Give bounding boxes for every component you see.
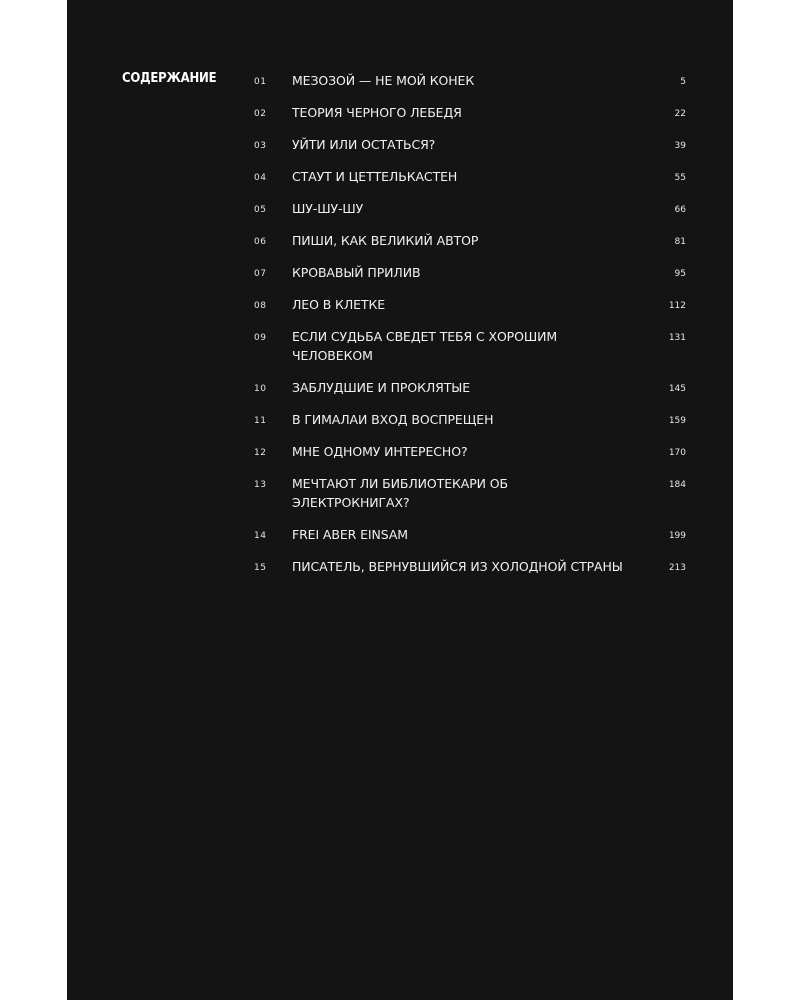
- toc-entry: [254, 474, 686, 512]
- chapter-number: 02: [254, 109, 267, 119]
- toc-entry: [254, 410, 686, 429]
- page-number: 81: [674, 237, 686, 247]
- toc-entry: [254, 263, 686, 282]
- chapter-title: ЛЕО В КЛЕТКЕ: [292, 297, 386, 312]
- toc-entry: [254, 327, 686, 365]
- page-number: 199: [668, 531, 686, 541]
- chapter-number: 03: [254, 141, 267, 151]
- page-number: 159: [668, 416, 686, 426]
- toc-entry: [254, 199, 686, 218]
- toc-heading: СОДЕРЖАНИЕ: [122, 71, 217, 86]
- toc-list: [254, 71, 686, 589]
- chapter-number: 07: [254, 269, 267, 279]
- chapter-number: 14: [254, 531, 267, 541]
- chapter-number: 05: [254, 205, 267, 215]
- toc-entry: [254, 525, 686, 544]
- chapter-title: МЕЗОЗОЙ — НЕ МОЙ КОНЕК: [292, 73, 475, 88]
- chapter-title: СТАУТ И ЦЕТТЕЛЬКАСТЕН: [292, 169, 458, 184]
- chapter-number: 08: [254, 301, 267, 311]
- toc-entry: [254, 295, 686, 314]
- chapter-title: ЗАБЛУДШИЕ И ПРОКЛЯТЫЕ: [292, 380, 471, 395]
- chapter-number: 13: [254, 480, 267, 490]
- chapter-title: КРОВАВЫЙ ПРИЛИВ: [292, 265, 421, 280]
- page-number: 112: [668, 301, 686, 311]
- chapter-number: 11: [254, 416, 267, 426]
- page-number: 55: [674, 173, 686, 183]
- toc-entry: [254, 442, 686, 461]
- toc-entry: [254, 378, 686, 397]
- chapter-title: FREI ABER EINSAM: [292, 527, 408, 542]
- toc-entry: [254, 167, 686, 186]
- page-number: 95: [674, 269, 686, 279]
- toc-entry: [254, 557, 686, 576]
- page-number: 184: [668, 480, 686, 490]
- chapter-title: ПИСАТЕЛЬ, ВЕРНУВШИЙСЯ ИЗ ХОЛОДНОЙ СТРАНЫ: [292, 559, 623, 574]
- page-number: 22: [674, 109, 686, 119]
- toc-entry: [254, 231, 686, 250]
- chapter-title: ЕСЛИ СУДЬБА СВЕДЕТ ТЕБЯ С ХОРОШИМ ЧЕЛОВЕКОМ: [292, 329, 558, 363]
- chapter-title: МНЕ ОДНОМУ ИНТЕРЕСНО?: [292, 444, 468, 459]
- book-page: [67, 0, 733, 1000]
- toc-entry: [254, 135, 686, 154]
- chapter-title: В ГИМАЛАИ ВХОД ВОСПРЕЩЕН: [292, 412, 494, 427]
- page-number: 131: [668, 333, 686, 343]
- chapter-number: 01: [254, 77, 267, 87]
- chapter-number: 10: [254, 384, 267, 394]
- chapter-number: 04: [254, 173, 267, 183]
- chapter-title: ПИШИ, КАК ВЕЛИКИЙ АВТОР: [292, 233, 479, 248]
- chapter-number: 09: [254, 333, 267, 343]
- chapter-title: УЙТИ ИЛИ ОСТАТЬСЯ?: [292, 137, 436, 152]
- page-number: 5: [680, 77, 686, 87]
- chapter-title: ТЕОРИЯ ЧЕРНОГО ЛЕБЕДЯ: [292, 105, 462, 120]
- chapter-title: ШУ-ШУ-ШУ: [292, 201, 364, 216]
- chapter-title: МЕЧТАЮТ ЛИ БИБЛИОТЕКАРИ ОБ ЭЛЕКТРОКНИГАХ?: [292, 476, 508, 510]
- page-number: 66: [674, 205, 686, 215]
- page-number: 213: [668, 563, 686, 573]
- page-number: 39: [674, 141, 686, 151]
- toc-entry: [254, 103, 686, 122]
- page-number: 170: [668, 448, 686, 458]
- chapter-number: 15: [254, 563, 267, 573]
- chapter-number: 12: [254, 448, 267, 458]
- page-number: 145: [668, 384, 686, 394]
- toc-entry: [254, 71, 686, 90]
- chapter-number: 06: [254, 237, 267, 247]
